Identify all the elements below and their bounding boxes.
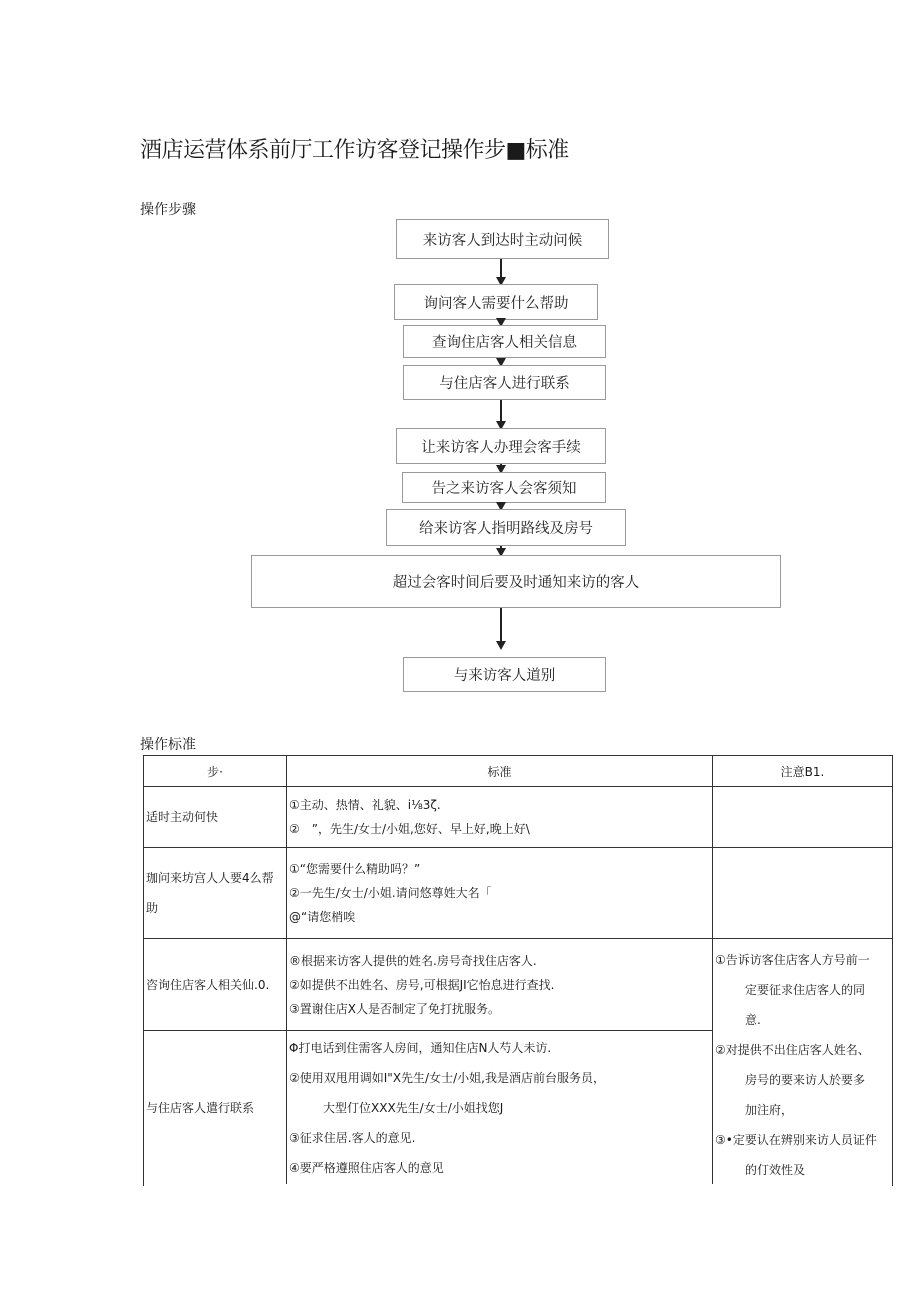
page-cut-mask: [144, 1184, 892, 1196]
standard-line: ③置谢住店X人是否制定了免打扰服务。: [289, 1001, 500, 1016]
note-line: ③•定要认在辨别来访人员证件: [715, 1133, 877, 1147]
note-line: ②对提供不出住店客人姓名、: [715, 1043, 870, 1057]
flow-arrow: [500, 546, 502, 555]
standard-cell: [287, 848, 713, 939]
flow-arrow: [500, 259, 502, 284]
standard-cell: [287, 1031, 713, 1186]
flow-step-directions: 给来访客人指明路线及房号: [386, 509, 626, 546]
table-row: [144, 939, 893, 1031]
flow-step-visit-notice: 告之来访客人会客须知: [402, 472, 606, 503]
table-header-row: [144, 756, 893, 787]
header-step: 步·: [144, 756, 287, 787]
document-title: 酒店运营体系前厅工作访客登记操作步■标准: [140, 138, 569, 163]
notes-cell: [713, 939, 893, 1186]
step-cell: 适时主动何快: [144, 787, 287, 848]
table-row: [144, 787, 893, 848]
header-standard: 标准: [287, 756, 713, 787]
standard-line: ②使用双甩用调如I"X先生/女士/小姐,我是酒店前台服务员，: [289, 1071, 605, 1086]
flow-arrow: [500, 358, 502, 365]
note-line: 的仃效性及: [745, 1163, 806, 1177]
table-row: [144, 848, 893, 939]
step-cell: 与住店客人遣行联系: [144, 1031, 287, 1186]
standard-line: Φ打电话到住需客人房间，通知住店N人芍人未访.: [289, 1041, 552, 1056]
notes-cell: [713, 787, 893, 848]
standard-line: ② ”，先生/女士/小姐,您好、早上好,晚上好\: [289, 822, 530, 836]
step-cell: 咨询住店客人相关仙.0.: [144, 939, 287, 1031]
standard-line: ①主动、热情、礼貌、i⅛3ζ.: [289, 798, 441, 812]
standard-cell: [287, 787, 713, 848]
note-line: 定要征求住店客人的同: [745, 983, 866, 997]
standard-line: ②一先生/女士/小姐.请问悠尊姓大名「: [289, 886, 492, 900]
standards-heading: 操作标准: [140, 737, 196, 753]
standards-table: [143, 755, 893, 1186]
standard-line: ③征求住居.客人的意见.: [289, 1131, 416, 1146]
flow-arrow: [500, 608, 502, 648]
flow-arrow: [500, 464, 502, 472]
flow-step-contact-guest: 与住店客人进行联系: [403, 365, 606, 400]
standard-line: 大型仃位XXX先生/女士/小姐找您J: [323, 1101, 504, 1116]
note-line: ①告诉访客住店客人方号前一: [715, 953, 870, 967]
flow-step-visitor-procedure: 让来访客人办理会客手续: [396, 428, 606, 464]
note-line: 房号的要来访人於要多: [745, 1073, 866, 1087]
standard-line: ④要严格遵照住店客人的意见: [289, 1161, 444, 1176]
notes-cell: [713, 848, 893, 939]
standard-line: ®根据来访客人提供的姓名.房号奇找住店客人.: [289, 953, 537, 968]
step-cell: 珈问来坊宫人人要4么帮助: [144, 848, 287, 939]
flow-step-ask-help: 询问客人需要什么帮助: [394, 284, 598, 320]
note-line: 意.: [745, 1013, 761, 1027]
flow-step-farewell: 与来访客人道别: [403, 657, 606, 692]
flow-step-time-reminder: 超过会客时间后要及时通知来访的客人: [251, 555, 781, 608]
flow-arrow: [500, 400, 502, 428]
flow-step-greet: 来访客人到达时主动问候: [396, 219, 609, 259]
standard-line: ②如提供不出姓名、房号,可根据JI它怡息进行查找.: [289, 977, 555, 992]
steps-heading: 操作步骤: [140, 202, 196, 218]
note-line: 加注府，: [745, 1103, 794, 1117]
standard-line: @“请您梢唉: [289, 910, 356, 924]
standard-cell: [287, 939, 713, 1031]
standard-line: ①“您需要什么精助吗？”: [289, 862, 421, 876]
flow-step-query-guest: 查询住店客人相关信息: [403, 325, 606, 358]
header-notes: 注意B1.: [713, 756, 893, 787]
